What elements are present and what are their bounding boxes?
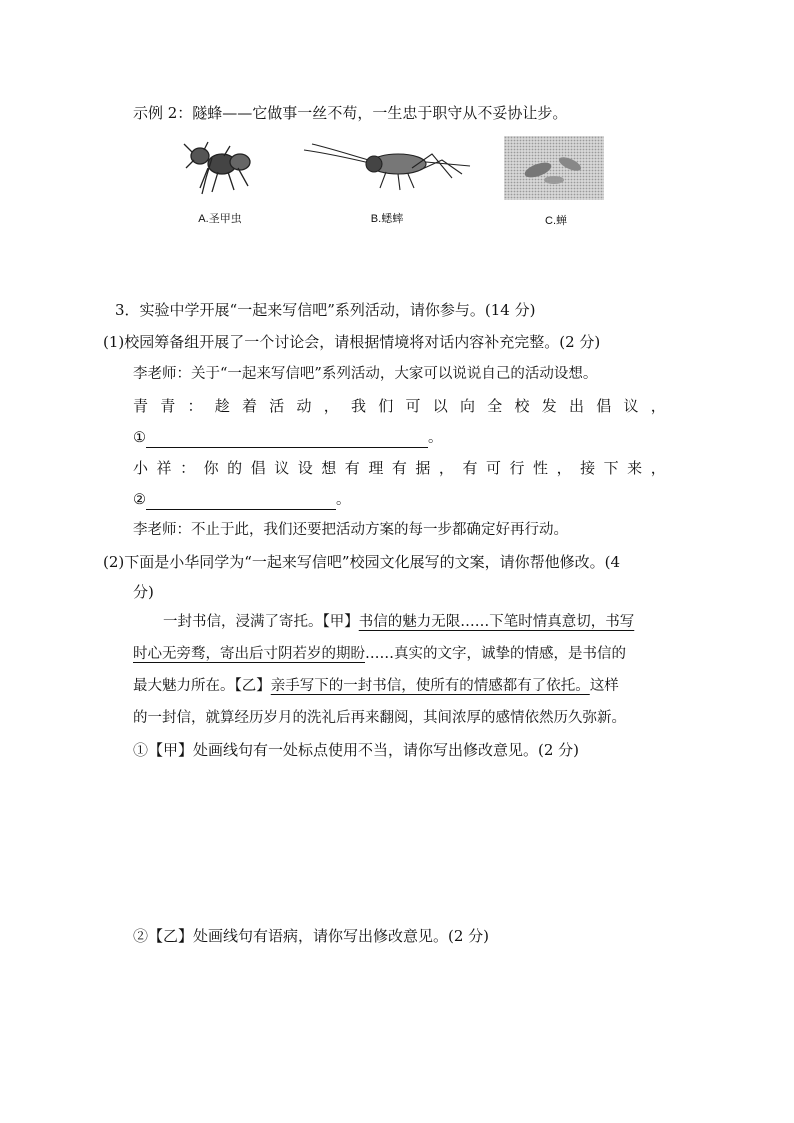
- scarab-beetle-icon: [178, 138, 258, 196]
- cricket-icon: [302, 140, 472, 196]
- dialogue-char: 有: [344, 459, 360, 477]
- blank-2-marker: ②: [133, 492, 146, 508]
- dialogue-char: 向: [460, 397, 476, 415]
- part-2-prompt-line-1: (2)下面是小华同学为“一起来写信吧”校园文化展写的文案，请你帮他修改。(4: [103, 553, 620, 571]
- part-2-question-2: ②【乙】处画线句有语病，请你写出修改意见。(2 分): [133, 927, 490, 945]
- teacher-line-1: 李老师：关于“一起来写信吧”系列活动，大家可以说说自己的活动设想。: [133, 366, 598, 382]
- dialogue-char: 趁: [214, 397, 230, 415]
- dialogue-char: 以: [432, 397, 448, 415]
- dialogue-char: ，: [650, 397, 666, 415]
- passage-line-2: [133, 644, 626, 664]
- dialogue-char: 议: [274, 459, 290, 477]
- passage-l1-a: 一封书信，浸满了寄托。【甲】: [163, 614, 359, 630]
- dialogue-char: 想: [321, 459, 337, 477]
- dialogue-char: 的: [227, 459, 243, 477]
- dialogue-char: 出: [569, 397, 585, 415]
- dialogue-char: ：: [180, 459, 196, 477]
- blank-2-input[interactable]: [146, 493, 336, 510]
- dialogue-char: 理: [368, 459, 384, 477]
- dialogue-char: 有: [462, 459, 478, 477]
- passage-l2-b: ……真实的文字，诚挚的情感，是书信的: [365, 646, 626, 662]
- dialogue-char: 可: [405, 397, 421, 415]
- dialogue-char: 小: [133, 459, 149, 477]
- passage-line-4: 的一封信，就算经历岁月的洗礼后再来翻阅，其间浓厚的感情依然历久弥新。: [133, 710, 626, 726]
- insect-caption-a: A.圣甲虫: [198, 213, 242, 225]
- passage-line-1: [163, 612, 673, 632]
- example-2-text: 示例 2：隧蜂——它做事一丝不苟，一生忠于职守从不妥协让步。: [133, 104, 568, 122]
- teacher-line-2: 李老师：不止于此，我们还要把活动方案的每一步都确定好再行动。: [133, 522, 568, 538]
- dialogue-char: 我: [351, 397, 367, 415]
- dialogue-char: 设: [297, 459, 313, 477]
- passage-l3-c: 这样: [589, 678, 619, 694]
- passage-line-3: [133, 676, 619, 696]
- insect-caption-c: C.蝉: [545, 215, 567, 227]
- blank-2-end: 。: [336, 492, 351, 508]
- blank-1-row: [133, 428, 443, 448]
- dialogue-char: ，: [323, 397, 339, 415]
- dialogue-char: 有: [391, 459, 407, 477]
- dialogue-char: 全: [487, 397, 503, 415]
- dialogue-char: 青: [133, 397, 149, 415]
- blank-1-marker: ①: [133, 430, 146, 446]
- part-1-prompt: (1)校园筹备组开展了一个讨论会，请根据情境将对话内容补充完整。(2 分): [103, 333, 601, 351]
- dialogue-char: 着: [242, 397, 258, 415]
- dialogue-char: 校: [514, 397, 530, 415]
- blank-1-end: 。: [428, 430, 443, 446]
- blank-1-input[interactable]: [146, 431, 428, 448]
- dialogue-char: ，: [556, 459, 572, 477]
- dialogue-char: 下: [603, 459, 619, 477]
- dialogue-char: 青: [160, 397, 176, 415]
- dialogue-char: ，: [650, 459, 666, 477]
- dialogue-char: 们: [378, 397, 394, 415]
- passage-yi-underline: 亲手写下的一封书信，使所有的情感都有了依托。: [270, 678, 590, 694]
- dialogue-char: 倡: [250, 459, 266, 477]
- dialogue-char: 据: [415, 459, 431, 477]
- dialogue-char: 可: [485, 459, 501, 477]
- part-2-question-1: ①【甲】处画线句有一处标点使用不当，请你写出修改意见。(2 分): [133, 741, 580, 759]
- dialogue-char: 你: [203, 459, 219, 477]
- question-3-title: 3．实验中学开展“一起来写信吧”系列活动，请你参与。(14 分): [115, 301, 536, 319]
- passage-jia-underline-cont: 时心无旁骛，寄出后寸阴若岁的期盼: [133, 646, 365, 662]
- insect-caption-b: B.蟋蟀: [370, 213, 404, 225]
- dialogue-char: 发: [541, 397, 557, 415]
- dialogue-char: 活: [269, 397, 285, 415]
- dialogue-char: 倡: [596, 397, 612, 415]
- xiaoxiang-line: [133, 458, 666, 478]
- qingqing-line: [133, 396, 666, 416]
- passage-l3-a: 最大魅力所在。【乙】: [133, 678, 271, 694]
- dialogue-char: 动: [296, 397, 312, 415]
- passage-jia-underline: 书信的魅力无限……下笔时情真意切，书写: [358, 614, 635, 630]
- dialogue-char: 祥: [156, 459, 172, 477]
- blank-2-row: [133, 490, 351, 510]
- dialogue-char: 性: [533, 459, 549, 477]
- dialogue-char: 来: [627, 459, 643, 477]
- dialogue-char: 接: [580, 459, 596, 477]
- cicada-photo-icon: [504, 136, 604, 200]
- dialogue-char: 行: [509, 459, 525, 477]
- part-2-prompt-line-2: 分): [133, 583, 154, 601]
- dialogue-char: ：: [187, 397, 203, 415]
- dialogue-char: 议: [623, 397, 639, 415]
- dialogue-char: ，: [438, 459, 454, 477]
